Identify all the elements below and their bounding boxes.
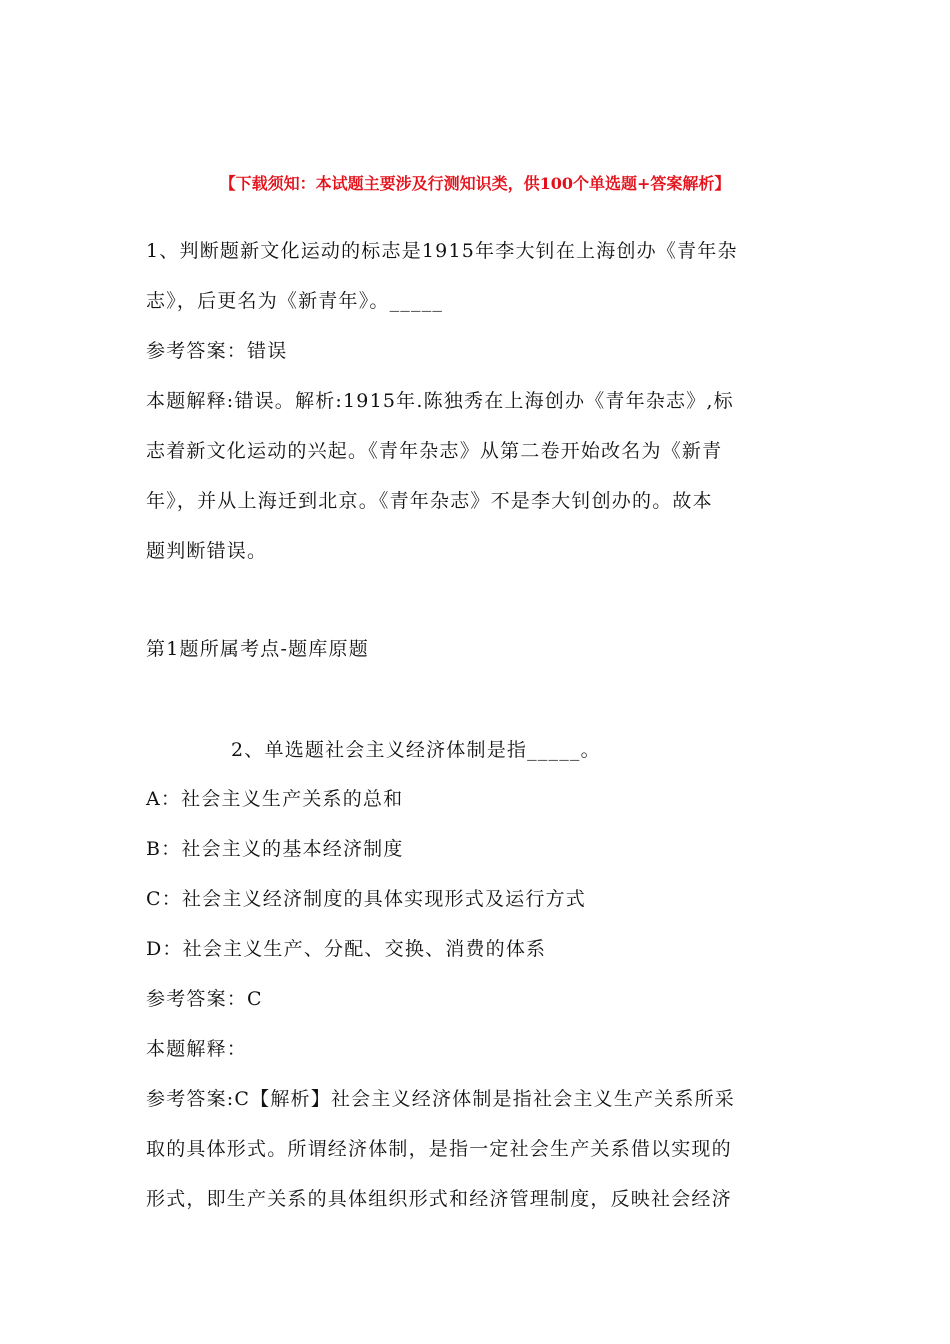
question-1-explanation-line-2: 志着新文化运动的兴起。《青年杂志》从第二卷开始改名为《新青 [146, 440, 723, 462]
question-1-text-line-2: 志》，后更名为《新青年》。_____ [146, 290, 444, 312]
question-2-option-d: D：社会主义生产、分配、交换、消费的体系 [146, 938, 547, 960]
question-2-option-a: A：社会主义生产关系的总和 [146, 788, 404, 810]
question-1-text-line-1: 1、判断题新文化运动的标志是1915年李大钊在上海创办《青年杂 [146, 240, 738, 262]
question-1-explanation-line-3: 年》，并从上海迁到北京。《青年杂志》不是李大钊创办的。故本 [146, 490, 713, 512]
question-2-explanation-label: 本题解释： [146, 1038, 248, 1060]
download-notice: 【下载须知：本试题主要涉及行测知识类，供100个单选题+答案解析】 [219, 174, 731, 193]
question-1-topic: 第1题所属考点-题库原题 [146, 638, 369, 660]
question-1-explanation-line-4: 题判断错误。 [146, 540, 268, 562]
question-2-option-b: B：社会主义的基本经济制度 [146, 838, 404, 860]
question-2-title: 2、单选题社会主义经济体制是指_____。 [231, 739, 601, 761]
question-1-topic-block [146, 624, 808, 674]
question-2 [146, 774, 808, 1224]
question-1-explanation-line-1: 本题解释:错误。解析:1915年.陈独秀在上海创办《青年杂志》,标 [146, 390, 734, 412]
question-2-explanation-line-2: 取的具体形式。所谓经济体制，是指一定社会生产关系借以实现的 [146, 1138, 732, 1160]
question-2-explanation-line-1: 参考答案:C【解析】社会主义经济体制是指社会主义生产关系所采 [146, 1088, 735, 1110]
question-2-option-c: C：社会主义经济制度的具体实现形式及运行方式 [146, 888, 586, 910]
question-2-explanation-line-3: 形式，即生产关系的具体组织形式和经济管理制度，反映社会经济 [146, 1188, 732, 1210]
question-1-answer: 参考答案：错误 [146, 340, 288, 362]
question-2-answer: 参考答案：C [146, 988, 263, 1010]
question-1 [146, 226, 808, 576]
